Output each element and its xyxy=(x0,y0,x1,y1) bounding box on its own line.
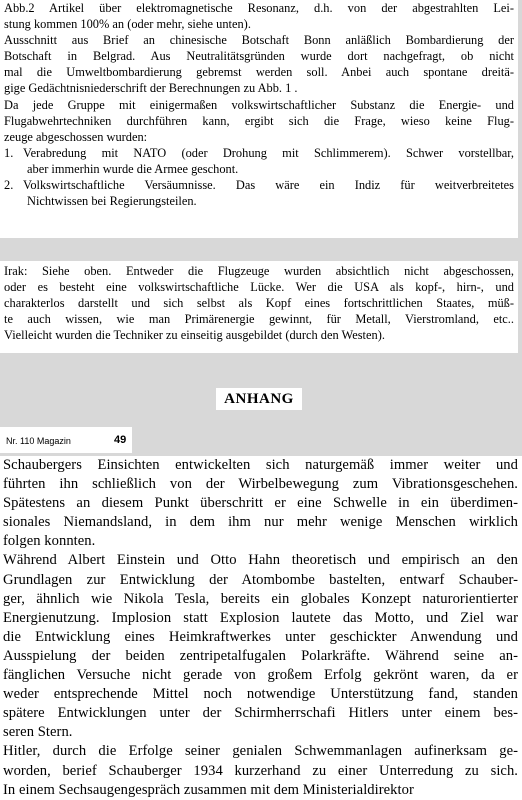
article-body xyxy=(0,456,522,800)
text-line: zeuge abgeschossen wurden: xyxy=(4,129,148,144)
article-line: Hitler, durch die Erfolge seiner genialen Schwemmanlagen aufinerksam ge- xyxy=(3,743,518,760)
article-line: sionales Niemandsland, in dem ihm nur mehr wenige Menschen wirklich xyxy=(3,514,518,531)
article-line: Während Albert Einstein und Otto Hahn theoretisch und empirisch an den xyxy=(3,552,518,569)
text-line: gige Gedächtnisniederschrift der Berechnungen zu Abb. 1 . xyxy=(4,81,298,96)
article-line: spätere Entwicklungen unter der Schirmherrschafi Hitlers unter einem bes- xyxy=(3,705,518,722)
text-line: Irak: Siehe oben. Entweder die Flugzeuge wurden absichtlich nicht abgeschossen, xyxy=(4,264,514,278)
text-line: mal die Umweltbombardierung gebremst werden soll. Anbei auch spontane dreitä- xyxy=(4,65,514,80)
list-item xyxy=(4,177,514,193)
section-heading: ANHANG xyxy=(216,388,302,410)
article-line: die Entwicklung eines Heimkraftwerkes unter geschickter Anwendung und xyxy=(3,628,518,645)
article-line: In einem Sechsaugengespräch zusammen mit dem Ministerialdirektor xyxy=(3,781,414,798)
article-line: worden, berief Schauberger 1934 kurzerhand zu einer Unterredung zu sich. xyxy=(3,762,518,779)
text-line: Botschaft in Belgrad. Aus Neutralitätsgründen wurde dort nachgefragt, ob nicht xyxy=(4,49,514,64)
article-line: folgen konnten. xyxy=(3,533,96,550)
article-line: Ausspielung der beiden zentripetalfugalen Polarkräfte. Während seine an- xyxy=(3,647,518,664)
article-line: Spätestens an diesem Punkt überschritt er eine Schwelle in ein überdimen- xyxy=(3,495,518,512)
text-line: Da jede Gruppe mit einigermaßen volkswirtschaftlicher Substanz die Energie- und xyxy=(4,97,514,112)
article-line: seren Stern. xyxy=(3,724,73,741)
text-line: charakterlos darstellt und sich selbst als Kopf eines fortschrittlichen Staates, müß- xyxy=(4,296,514,311)
text-line: Ausschnitt aus Brief an chinesische Botschaft Bonn anläßlich Bombardierung der xyxy=(4,33,514,48)
list-text: Volkswirtschaftliche Versäumnisse. Das wäre ein Indiz für weitverbreitetes xyxy=(23,178,514,193)
note-box-abb2 xyxy=(0,0,518,238)
article-line: Schaubergers Einsichten entwickelten sich naturgemäß immer weiter und xyxy=(3,457,518,473)
list-item-continuation: aber immerhin wurde die Armee geschont. xyxy=(27,161,239,176)
magazine-header-strip xyxy=(0,427,132,453)
list-item xyxy=(4,145,514,161)
text-line: oder es besteht eine volkswirtschaftliche Lücke. Wer die USA als kopf-, hirn-, und xyxy=(4,280,514,295)
article-line: weder entsprechende Mittel noch notwendige Unterstützung fand, standen xyxy=(3,686,518,703)
article-line: fänglichen Versuche nicht gerade von großem Erfolg gekrönt waren, da er xyxy=(3,667,518,684)
text-line: Flugabwehrtechniken durchführen kann, ergibt sich die Frage, wieso keine Flug- xyxy=(4,113,514,128)
text-line: stung kommen 100% an (oder mehr, siehe unten). xyxy=(4,17,251,32)
magazine-issue: Nr. 110 Magazin xyxy=(6,436,71,446)
text-line: Abb.2 Artikel über elektromagnetische Resonanz, d.h. von der abgestrahlten Lei- xyxy=(4,1,514,15)
article-line: Grundlagen zur Entwicklung der Atombombe bastelten, entwarf Schauber- xyxy=(3,571,518,588)
list-item-continuation: Nichtwissen bei Regierungsteilen. xyxy=(27,194,197,209)
article-line: Energienutzung. Implosion statt Explosion lautete das Motto, und Ziel war xyxy=(3,609,518,626)
text-line: Vielleicht wurden die Techniker zu einseitig ausgebildet (durch den Westen). xyxy=(4,328,385,343)
article-line: ger, ähnlich wie Nikola Tesla, bereits ein globales Konzept naturorientierter xyxy=(3,590,518,607)
text-line: te auch wissen, wie man Primärenergie gewinnt, für Metall, Vierstromland, etc.. xyxy=(4,312,514,327)
list-number: 1. xyxy=(4,145,14,160)
page-number: 49 xyxy=(114,434,127,446)
list-text: Verabredung mit NATO (oder Drohung mit Schlimmerem). Schwer vorstellbar, xyxy=(23,145,514,160)
note-box-irak xyxy=(0,261,518,353)
list-number: 2. xyxy=(4,178,14,193)
article-line: führten ihn schließlich von der Wirbelbewegung zum Vibrationsgeschehen. xyxy=(3,476,518,493)
